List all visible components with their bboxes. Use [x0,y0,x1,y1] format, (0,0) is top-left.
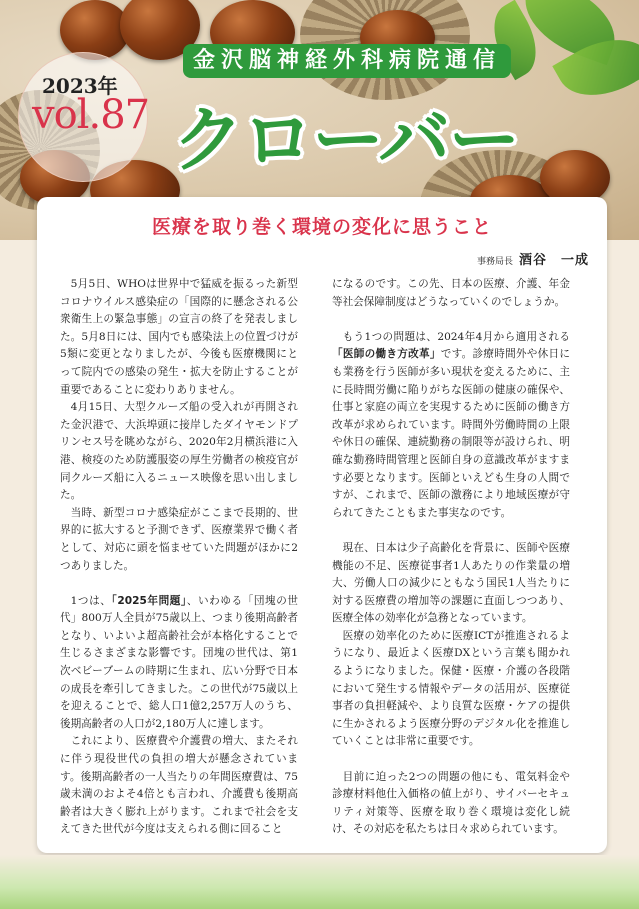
article-card [37,197,607,853]
issue-volume: vol.87 [32,92,150,138]
paragraph: 現在、日本は少子高齢化を背景に、医師や医療機能の不足、医療従事者1人あたりの作業量の増大、労働人口の減少にともなう国民1人当たりに対する医療費の増加等の課題に直面しつつあり、医療全体の効率化が急務となっています。 [332,541,570,625]
paragraph: これにより、医療費や介護費の増大、またそれに伴う現役世代の負担の増大が懸念されています。後期高齢者の一人当たりの年間医療費は、75歳未満のおよそ4倍とも言われ、介護費も後期高齢者は大きく膨れ上がります。これまで社会を支えてきた世代が今度は支えられる側に回ること [60,735,298,836]
article-title: 医療を取り巻く環境の変化に思うこと [151,216,492,238]
author-name: 酒谷 一成 [518,253,589,268]
paragraph: 医療の効率化のために医療ICTが推進されるようになり、最近よく医療DXという言葉も聞かれるようになりました。保健・医療・介護の各段階において発生する情報やデータの活用が、医療従事者の負担軽減や、より良質な医療・ケアの提供に生かされるよう医療分野のデジタル化を推進していくことは非常に重要です。 [332,629,570,748]
paragraph-text: 、いわゆる「団塊の世代」800万人全員が75歳以上、つまり後期高齢者となり、いよいよ超高齢社会が本格化することで生じるさまざまな影響です。団塊の世代は、第1次ベビーブームの時期に生まれ、広い分野で日本の成長を牽引してきました。この世代が75歳以上を迎えることで、総人口1億2,257万人のうち、後期高齢者の人口が2,180万人に達します。 [60,594,298,730]
footer-decoration [0,855,639,909]
article-column-right [332,276,570,839]
keyword-2025-problem: 「2025年問題」 [111,594,187,607]
paragraph: 目前に迫った2つの問題の他にも、電気料金や診療材料他仕入価格の値上がり、サイバーセキュリティ対策等、医療を取り巻く環境は変化し続け、その対応を私たちは日々求められています。 [332,770,570,836]
newsletter-name: クローバー [172,98,519,182]
paragraph [332,329,570,523]
keyword-work-style-reform: 「医師の働き方改革」 [332,348,441,361]
paragraph-text: です。診療時間外や休日にも業務を行う医師が多い現状を変えるために、主に長時間労働に陥りがちな医師の健康の確保や、仕事と家庭の両立を実現するために医師の働き方改革が求められています。時間外労働時間の上限や休日の確保、連続勤務の制限等が設けられ、明確な勤務時間管理と医師自身の意識改革がますます必要となります。医師といえども生身の人間ですが、これまで、医師の激務により地域医療が守られてきたこともまた事実なのです。 [332,348,571,519]
paragraph: になるのです。この先、日本の医療、介護、年金等社会保障制度はどうなっていくのでしょうか。 [332,278,570,308]
article-author [477,249,589,268]
paragraph: 4月15日、大型クルーズ船の受入れが再開された金沢港で、大浜埠頭に接岸したダイヤモンドプリンセス号を眺めながら、2020年2月横浜港に入港、検疫のため防護服姿の厚生労働者の検疫官が同クルーズ船に入るニュース映像を思い出しました。 [60,401,298,502]
paragraph-text: 1つは、 [70,594,112,607]
paragraph [60,593,298,734]
article-column-left [60,276,298,839]
paragraph-text: もう1つの問題は、2024年4月から適用される [342,330,570,343]
paragraph: 当時、新型コロナ感染症がここまで長期的、世界的に拡大すると予測できず、医療業界で働く者として、対応に頭を悩ませていた問題がほかに2つありました。 [60,506,298,572]
issue-year: 2023年 [42,74,118,98]
paragraph: 5月5日、WHOは世界中で猛威を振るった新型コロナウイルス感染症の「国際的に懸念される公衆衛生上の緊急事態」の宣言の終了を発表しました。5月8日には、国内でも感染法上の位置づけが5類に変更となりましたが、今後も医療機関にとって院内での感染の発生・拡大を防止することが重要であることに変わりありません。 [60,278,298,396]
author-role: 事務局長 [476,257,513,267]
hospital-newsletter-title: 金沢脳神経外科病院通信 [183,44,511,78]
